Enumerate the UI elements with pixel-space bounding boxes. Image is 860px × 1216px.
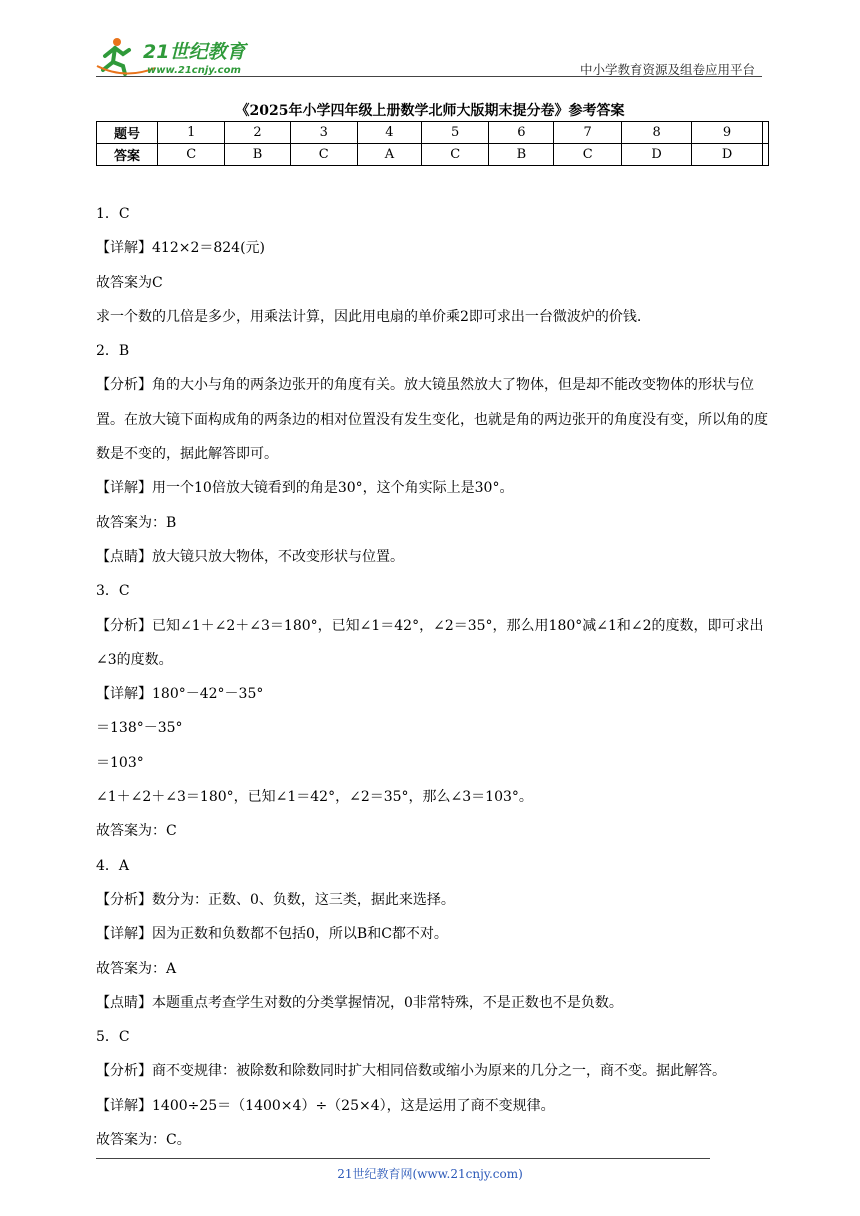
row-label: 答案 (97, 144, 158, 166)
answer-table (96, 121, 769, 166)
site-logo (95, 36, 265, 78)
table-cell: B (225, 144, 290, 166)
answer-explanations (96, 197, 776, 1157)
table-cell (762, 122, 768, 144)
table-cell: D (692, 144, 762, 166)
explanation-line: 【详解】用一个10倍放大镜看到的角是30°，这个角实际上是30°。 (96, 480, 514, 497)
footer-divider (96, 1158, 710, 1159)
table-cell: 5 (421, 122, 488, 144)
explanation-paragraph: 【分析】角的大小与角的两条边张开的角度有关。放大镜虽然放大了物体，但是却不能改变物体的形状与位置。在放大镜下面构成角的两条边的相对位置没有发生变化，也就是角的两边张开的角度没有变，所以角的度数是不变的，据此解答即可。 (96, 377, 768, 463)
table-cell: 6 (489, 122, 554, 144)
table-cell: 3 (290, 122, 357, 144)
explanation-line: 故答案为C (96, 274, 163, 291)
question-heading: 3．C (96, 583, 130, 600)
explanation-line: 【详解】1400÷25＝（1400×4）÷（25×4），这是运用了商不变规律。 (96, 1097, 555, 1114)
table-cell: 9 (692, 122, 762, 144)
explanation-line: 【详解】因为正数和负数都不包括0，所以B和C都不对。 (96, 926, 448, 943)
table-cell: 4 (357, 122, 421, 144)
logo-main-text: 21世纪教育 (143, 41, 246, 63)
explanation-line: 【分析】数分为：正数、0、负数，这三类，据此来选择。 (96, 891, 455, 908)
table-cell: C (421, 144, 488, 166)
explanation-line: 【点睛】放大镜只放大物体，不改变形状与位置。 (96, 548, 404, 565)
table-row (97, 144, 769, 166)
header-divider (96, 76, 762, 77)
question-heading: 1．C (96, 206, 130, 222)
table-cell: C (158, 144, 225, 166)
table-cell: 7 (554, 122, 621, 144)
explanation-line: 故答案为：A (96, 960, 177, 977)
table-cell: 1 (158, 122, 225, 144)
table-cell: C (554, 144, 621, 166)
logo-sub-text: www.21cnjy.com (147, 65, 241, 76)
row-label: 题号 (97, 122, 158, 144)
explanation-line: 故答案为：C (96, 823, 177, 840)
table-cell (762, 144, 768, 166)
platform-label: 中小学教育资源及组卷应用平台 (579, 62, 755, 77)
explanation-line: 【点睛】本题重点考查学生对数的分类掌握情况，0非常特殊，不是正数也不是负数。 (96, 994, 623, 1011)
explanation-paragraph: 【分析】已知∠1＋∠2＋∠3＝180°，已知∠1＝42°，∠2＝35°，那么用180°减∠1和∠2的度数，即可求出∠3的度数。 (96, 617, 764, 668)
table-cell: C (290, 144, 357, 166)
table-cell: A (357, 144, 421, 166)
explanation-line: 【分析】商不变规律：被除数和除数同时扩大相同倍数或缩小为原来的几分之一，商不变。据此解答。 (96, 1063, 726, 1080)
question-heading: 5．C (96, 1029, 130, 1046)
explanation-line: ＝138°－35° (96, 720, 183, 737)
explanation-line: 故答案为：B (96, 514, 177, 531)
footer-link[interactable]: 21世纪教育网(www.21cnjy.com) (337, 1167, 523, 1181)
question-heading: 4．A (96, 857, 130, 874)
question-heading: 2．B (96, 343, 130, 360)
explanation-line: ∠1＋∠2＋∠3＝180°，已知∠1＝42°，∠2＝35°，那么∠3＝103°。 (96, 789, 533, 806)
table-cell: 8 (621, 122, 691, 144)
table-cell: B (489, 144, 554, 166)
page-title: 《2025年小学四年级上册数学北师大版期末提分卷》参考答案 (235, 103, 625, 119)
table-cell: 2 (225, 122, 290, 144)
explanation-line: 故答案为：C。 (96, 1132, 191, 1149)
explanation-line: 【详解】180°－42°－35° (96, 686, 264, 703)
table-row (97, 122, 769, 144)
table-cell: D (621, 144, 691, 166)
explanation-line: 求一个数的几倍是多少，用乘法计算，因此用电扇的单价乘2即可求出一台微波炉的价钱. (96, 308, 642, 325)
explanation-line: ＝103° (96, 754, 144, 771)
explanation-line: 【详解】412×2＝824(元) (96, 240, 266, 257)
